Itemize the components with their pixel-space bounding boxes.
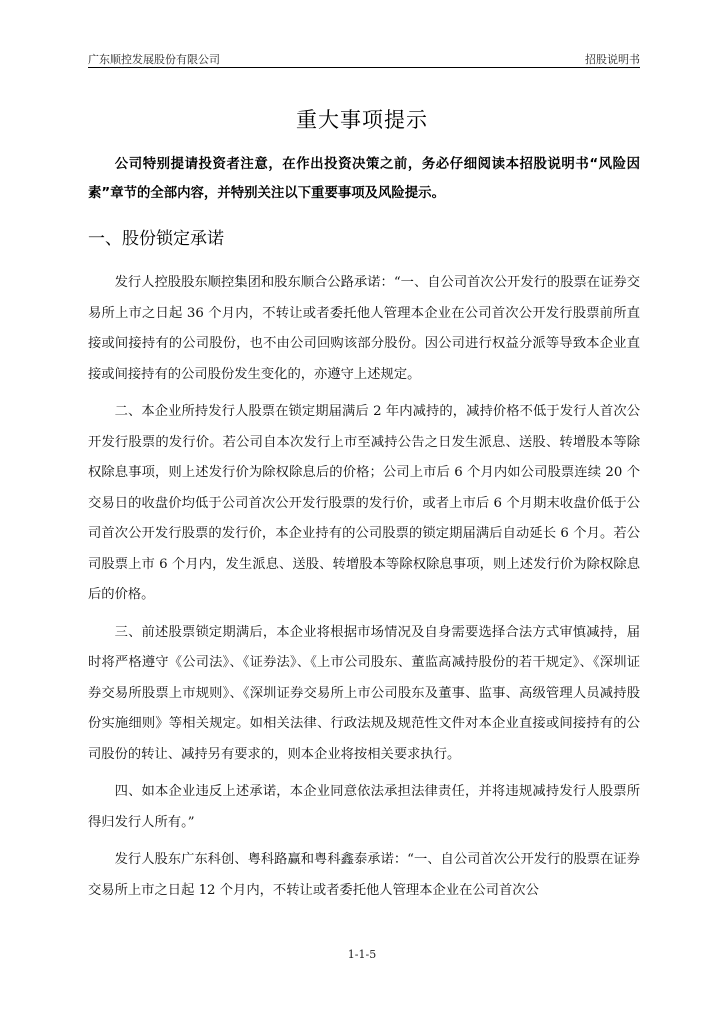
page-title: 重大事项提示: [296, 108, 428, 132]
body-paragraph: 二、本企业所持发行人股票在锁定期届满后 2 年内减持的，减持价格不低于发行人首次公开发行股票的发行价。若公司自本次发行上市至减持公告之日发生派息、送股、转增股本等除权除息事项，则上述发行价为除权除息后的价格；公司上市后 6 个月内如公司股票连续 20 个交易日的收盘价均低于公司首次公开发行股票的发行价，或者上市后 6 个月期末收盘价低于公司首次公开发行股票的发行价，本企业持有的公司股票的锁定期届满后自动延长 6 个月。若公司股票上市 6 个月内，发生派息、送股、转增股本等除权除息事项，则上述发行价为除权除息后的价格。: [88, 404, 640, 602]
header-company-name: 广东顺控发展股份有限公司: [88, 53, 220, 66]
body-paragraph: 发行人股东广东科创、粤科路赢和粤科鑫泰承诺：“一、自公司首次公开发行的股票在证券交易所上市之日起 12 个月内，不转让或者委托他人管理本企业在公司首次公: [88, 852, 640, 898]
page-number: 1-1-5: [347, 948, 377, 961]
section-heading-share-lockup: 一、股份锁定承诺: [88, 229, 224, 249]
header-document-type: 招股说明书: [585, 53, 640, 66]
body-paragraph: 三、前述股票锁定期满后，本企业将根据市场情况及自身需要选择合法方式审慎减持，届时将严格遵守《公司法》、《证券法》、《上市公司股东、董监高减持股份的若干规定》、《深圳证券交易所股票上市规则》、《深圳证券交易所上市公司股东及董事、监事、高级管理人员减持股份实施细则》等相关规定。如相关法律、行政法规及规范性文件对本企业直接或间接持有的公司股份的转让、减持另有要求的，则本企业将按相关要求执行。: [88, 624, 640, 762]
body-paragraph: 发行人控股股东顺控集团和股东顺合公路承诺：“一、自公司首次公开发行的股票在证券交易所上市之日起 36 个月内，不转让或者委托他人管理本企业在公司首次公开发行股票前所直接或间接持有的公司股份，也不由公司回购该部分股份。因公司进行权益分派等导致本企业直接或间接持有的公司股份发生变化的，亦遵守上述规定。: [88, 275, 640, 382]
document-body: [88, 150, 640, 913]
investor-notice: 公司特别提请投资者注意，在作出投资决策之前，务必仔细阅读本招股说明书“风险因素”章节的全部内容，并特别关注以下重要事项及风险提示。: [88, 157, 640, 201]
page-header: [88, 47, 640, 68]
body-paragraph: 四、如本企业违反上述承诺，本企业同意依法承担法律责任，并将违规减持发行人股票所得归发行人所有。”: [88, 784, 640, 830]
